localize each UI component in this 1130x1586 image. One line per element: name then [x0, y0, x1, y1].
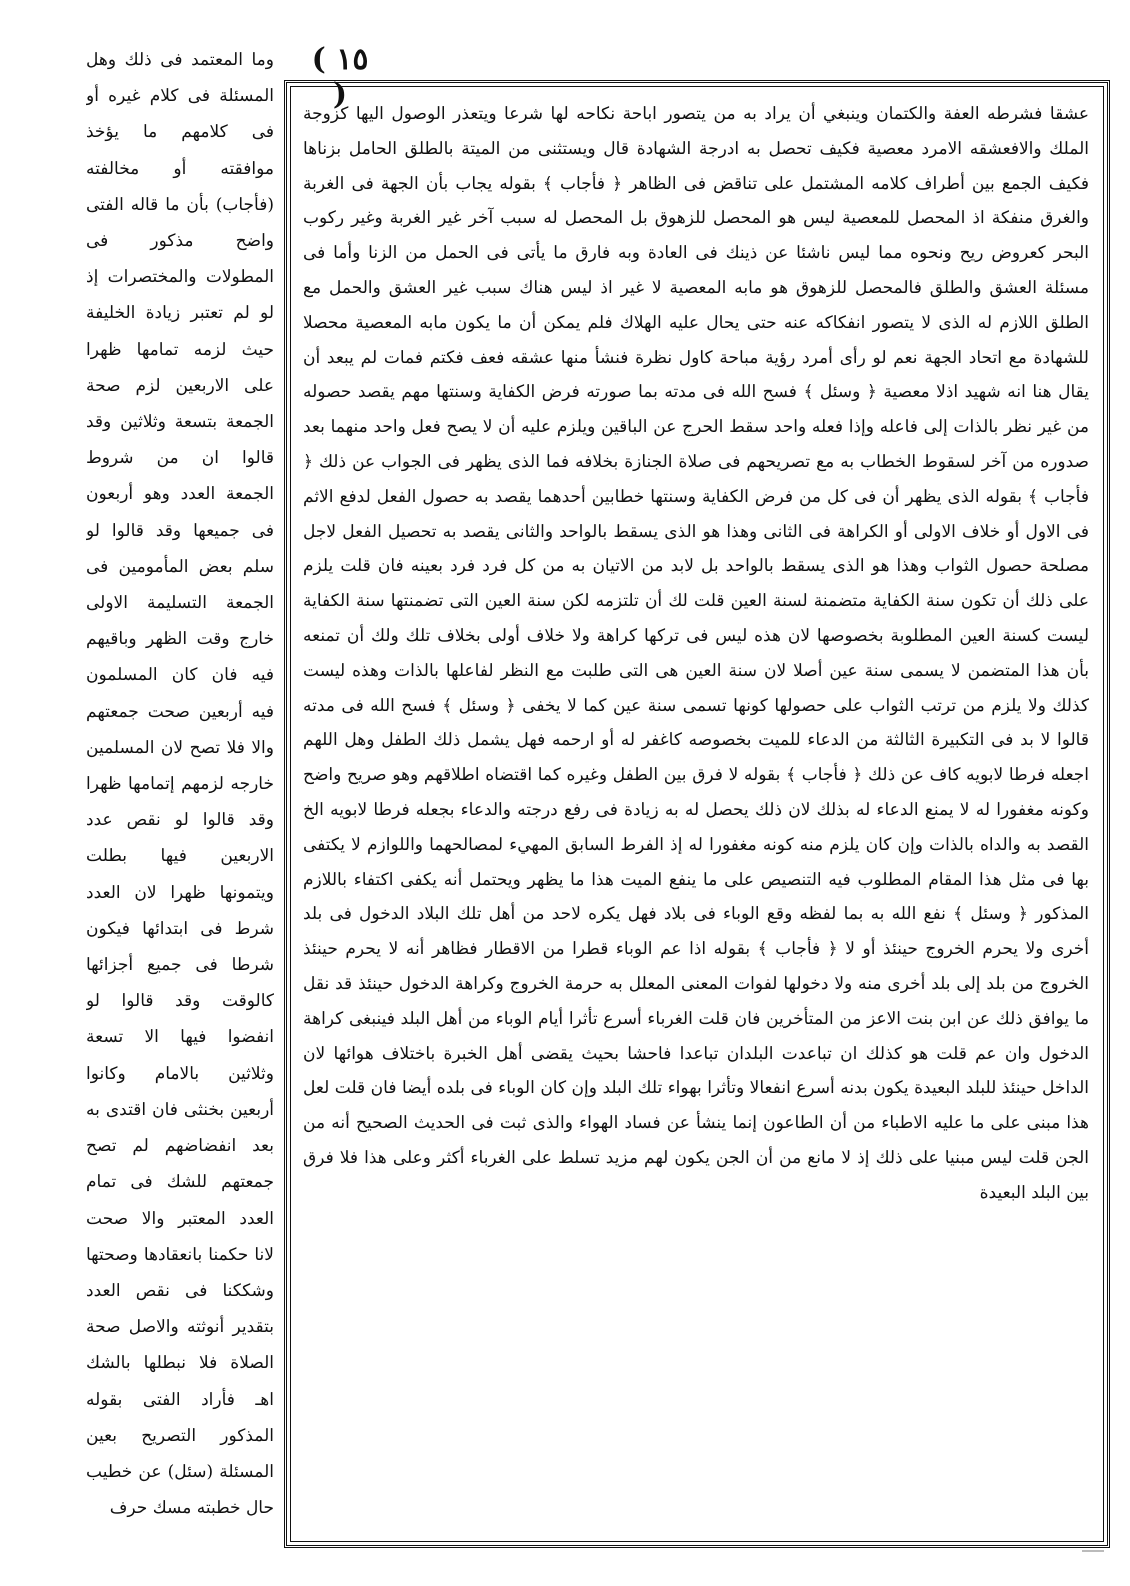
main-text-body: عشقا فشرطه العفة والكتمان وينبغي أن يراد به من يتصور اباحة نكاحه لها شرعا ويتعذر الوصول اليها كزوجة الملك والافعشقه الامرد معصية فكيف تحصل به ادرجة الشهادة قال ويستثنى من الميتة بالطلق الحامل بزناها فكيف الجمع بين أطراف كلامه المشتمل على تناقض فى الظاهر ﴿ فأجاب ﴾ بقوله يجاب بأن الجهة فى الغربة والغرق منفكة اذ المحصل للمعصية ليس هو المحصل للزهوق بل المحصل له سبب آخر غير الغربة وغير ركوب البحر كعروض ريح ونحوه مما ليس ناشئا عن ذينك فى العادة وبه فارق ما يأتى فى الحمل من الزنا وأما فى مسئلة العشق والطلق فالمحصل للزهوق هو مابه المعصية لا غير اذ ليس هناك سبب غير العشق والحمل مع الطلق اللازم له الذى لا يتصور انفكاكه عنه حتى يحال عليه الهلاك فلم يمكن أن ما يكون مابه المعصية محصلا للشهادة مع اتحاد الجهة نعم لو رأى أمرد رؤية مباحة كاول نظرة فنشأ منها عشقه فعف فكتم فمات لم يبعد أن يقال هنا انه شهيد اذلا معصية ﴿ وسئل ﴾ فسح الله فى مدته بما صورته فرض الكفاية وسنتها مهم يقصد حصوله من غير نظر بالذات إلى فاعله وإذا فعله واحد سقط الحرج عن الباقين ويلزم عليه أن لا يصح فعل واحد منهما بعد صدوره من آخر لسقوط الخطاب به مع تصريحهم فى صلاة الجنازة بخلافه فما الذى يظهر فى الجواب عن ذلك ﴿ فأجاب ﴾ بقوله الذى يظهر أن فى كل من فرض الكفاية وسنتها خطابين أحدهما يقصد به حصول الفعل لدفع الاثم فى الاول أو خلاف الاولى أو الكراهة فى الثانى وهذا هو الذى يسقط بالواحد والثانى يقصد به تحصيل الفعل لاجل مصلحة حصول الثواب وهذا هو الذى يسقط بالواحد بل لابد من الاتيان به من كل فرد فرد بعينه فان قلت يلزم على ذلك أن تكون سنة الكفاية متضمنة لسنة العين قلت لك أن تلتزمه لكن سنة العين التى تضمنتها سنة الكفاية ليست كسنة العين المطلوبة بخصوصها لان هذه ليس فى تركها كراهة ولا خلاف أولى بخلاف تلك ولك أن تمنعه بأن هذا المتضمن لا يسمى سنة عين أصلا لان سنة العين هى التى طلبت مع النظر لفاعلها بالذات وهذه ليست كذلك ولا يلزم من ترتب الثواب على حصولها كونها تسمى سنة عين كما لا يخفى ﴿ وسئل ﴾ فسح الله فى مدته قالوا لا بد فى التكبيرة الثالثة من الدعاء للميت بخصوصه كاغفر له أو ارحمه فهل يشمل ذلك الطفل وهل اللهم اجعله فرطا لابويه كاف عن ذلك ﴿ فأجاب ﴾ بقوله لا فرق بين الطفل وغيره كما اقتضاه اطلاقهم وهو صريح واضح وكونه مغفورا له لا يمنع الدعاء له بذلك لان ذلك يحصل له به زيادة فى رفع درجته والدعاء بجعله فرطا لابويه الخ القصد به والداه بالذات وإن كان يلزم منه كونه مغفورا له إذ الفرط السابق المهيء لمصالحهما واللوازم لا يكتفى بها فى مثل هذا المقام المطلوب فيه التنصيص على ما ينفع الميت هذا ما يظهر ويحتمل أنه يكفى اكتفاء باللازم المذكور ﴿ وسئل ﴾ نفع الله به بما لفظه وقع الوباء فى بلاد فهل يكره لاحد من أهل تلك البلاد الدخول فى بلد أخرى ولا يحرم الخروج حينئذ أو لا ﴿ فأجاب ﴾ بقوله اذا عم الوباء قطرا من الاقطار فظاهر أنه لا يحرم حينئذ الخروج من بلد إلى بلد أخرى منه ولا دخولها لفوات المعنى المعلل به حرمة الخروج وكراهة الدخول حينئذ قد نقل ما يوافق ذلك عن ابن بنت الاعز من المتأخرين فان قلت الغرباء أسرع تأثرا أيام الوباء من أهل البلد فينبغى كراهة الدخول وان عم قلت هو كذلك ان تباعدت البلدان تباعدا فاحشا بحيث يقضى أهل الخبرة باختلاف هوائها لان الداخل حينئذ للبلد البعيدة يكون بدنه أسرع انفعالا وتأثرا بهواء تلك البلد وإن كان الوباء فى بلده أيضا فان قلت لعل هذا مبنى على ما عليه الاطباء من أن الطاعون إنما ينشأ عن فساد الهواء والذى ثبت فى الحديث الصحيح أنه من الجن قلت ليس مبنيا على ذلك إذ لا مانع من أن الجن يكون لهم مزيد تسلط على الغرباء أكثر وعلى هذا فلا فرق بين البلد البعيدة [303, 104, 1089, 1203]
scan-speckle [1082, 1550, 1104, 1552]
main-text-inner-border [290, 86, 1104, 1542]
page-number: ( ١٥ ) [311, 42, 369, 112]
main-text-frame [284, 80, 1110, 1548]
margin-commentary-text: وما المعتمد فى ذلك وهل المسئلة فى كلام غيره أو فى كلامهم ما يؤخذ موافقته أو مخالفته (فأجاب) بأن ما قاله الفتى واضح مذكور فى المطولات والمختصرات إذ لو لم تعتبر زيادة الخليفة حيث لزمه تمامها ظهرا على الاربعين لزم صحة الجمعة بتسعة وثلاثين وقد قالوا ان من شروط الجمعة العدد وهو أربعون فى جميعها وقد قالوا لو سلم بعض المأمومين فى الجمعة التسليمة الاولى خارج وقت الظهر وباقيهم فيه فان كان المسلمون فيه أربعين صحت جمعتهم والا فلا تصح لان المسلمين خارجه لزمهم إتمامها ظهرا وقد قالوا لو نقص عدد الاربعين فيها بطلت ويتمونها ظهرا لان العدد شرط فى ابتدائها فيكون شرطا فى جميع أجزائها كالوقت وقد قالوا لو انفضوا فيها الا تسعة وثلاثين بالامام وكانوا أربعين بخنثى فان اقتدى به بعد انفضاضهم لم تصح جمعتهم للشك فى تمام العدد المعتبر والا صحت لانا حكمنا بانعقادها وصحتها وشككنا فى نقص العدد بتقدير أنوثته والاصل صحة الصلاة فلا نبطلها بالشك اهـ فأراد الفتى بقوله المذكور التصريح بعين المسئلة (سئل) عن خطيب حال خطبته مسك حرف [86, 50, 274, 1519]
margin-commentary [86, 42, 274, 1552]
